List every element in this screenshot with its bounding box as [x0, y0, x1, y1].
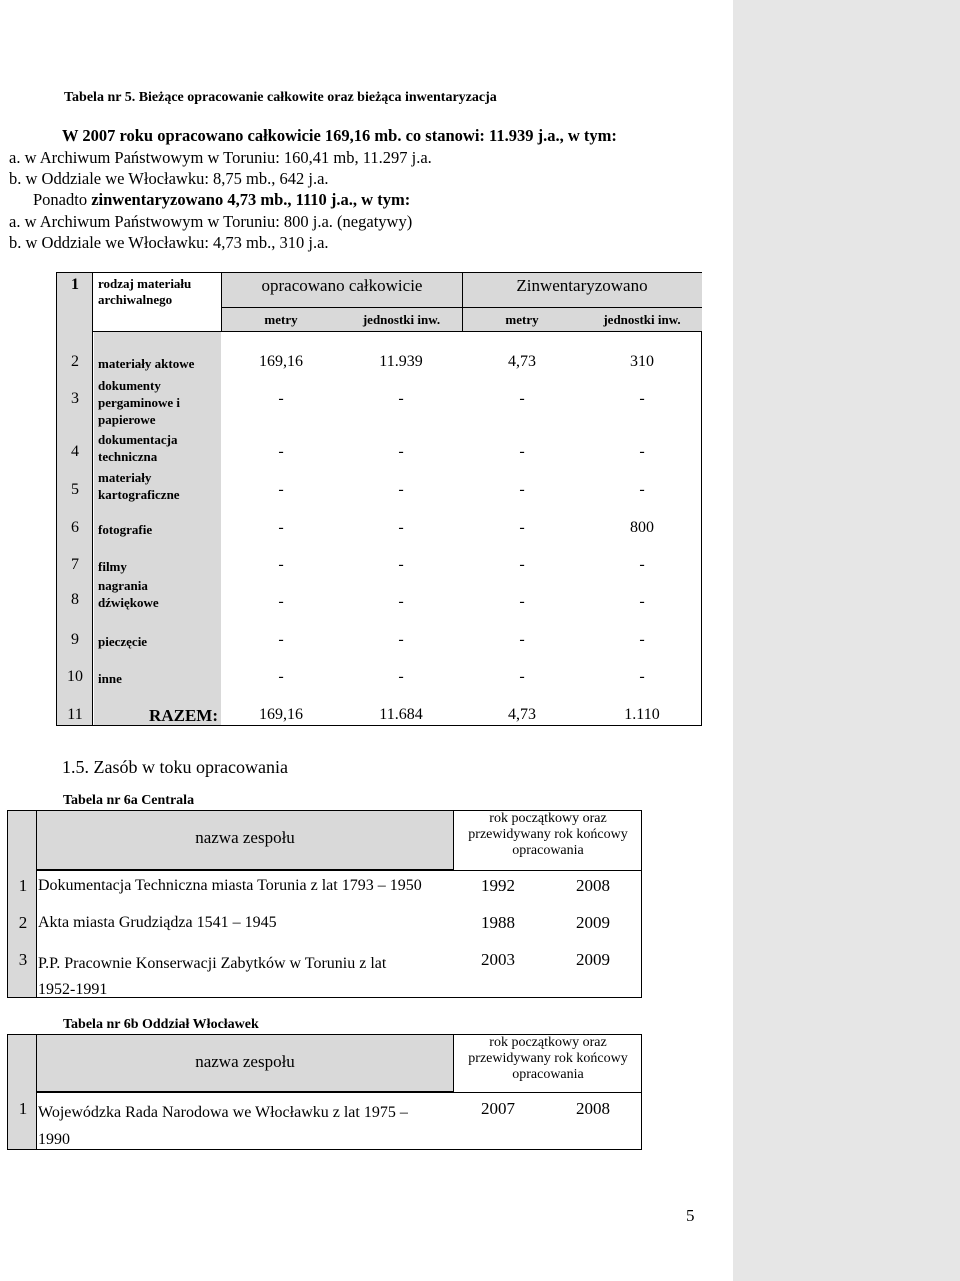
row-num: 1: [18, 1099, 28, 1118]
row-jedn1: 11.684: [379, 706, 423, 723]
row-name: pieczęcie: [98, 634, 148, 649]
row-jedn1: -: [398, 519, 404, 536]
row-metry1: 169,16: [259, 706, 303, 723]
row-jedn2: 1.110: [624, 706, 660, 723]
table6b-number-column: [7, 1034, 37, 1150]
row-metry1: -: [278, 668, 284, 685]
row-metry1: -: [278, 631, 284, 648]
row-jedn2: -: [639, 390, 645, 407]
row-jedn1: -: [398, 390, 404, 407]
table5-header-jedn1: jednostki inw.: [362, 312, 441, 327]
table6a-header-years: rok początkowy oraz przewidywany rok końcowy opracowania: [468, 811, 628, 858]
row-jedn1: -: [398, 593, 404, 610]
table6a-header-name: nazwa zespołu: [195, 828, 295, 847]
row-name: dokumenty pergaminowe i papierowe: [98, 378, 180, 427]
intro-line1: W 2007 roku opracowano całkowicie 169,16 mb. co stanowi: 11.939 j.a., w tym:: [62, 126, 617, 145]
row-num: 6: [71, 519, 79, 536]
row-jedn1: -: [398, 481, 404, 498]
row-jedn2: -: [639, 443, 645, 460]
table6a-header-bottom: [36, 870, 642, 871]
row-name: Dokumentacja Techniczna miasta Torunia z lat 1793 – 1950: [38, 877, 422, 894]
row-metry2: -: [519, 631, 525, 648]
table5-header-jedn2: jednostki inw.: [603, 312, 681, 327]
section-heading: 1.5. Zasób w toku opracowania: [62, 757, 288, 777]
row-jedn2: -: [639, 668, 645, 685]
table6a: [7, 810, 642, 998]
intro-line4-prefix: Ponadto: [33, 190, 92, 209]
row-end: 2009: [576, 950, 610, 969]
table5-header-num: 1: [71, 276, 79, 293]
row-metry2: -: [519, 593, 525, 610]
row-jedn2: -: [639, 556, 645, 573]
row-num: 8: [71, 591, 79, 608]
row-metry1: -: [278, 519, 284, 536]
table5-row-total: [57, 706, 701, 726]
row-num: 3: [18, 950, 28, 969]
row-num: 7: [71, 556, 79, 573]
row-name: P.P. Pracownie Konserwacji Zabytków w Toruniu z lat 1952-1991: [38, 955, 387, 998]
table5-row: [57, 431, 701, 465]
row-jedn1: -: [398, 443, 404, 460]
table5-row: [57, 469, 701, 503]
table5-header-metry2: metry: [505, 312, 539, 327]
table5-header-group1: opracowano całkowicie: [261, 276, 423, 295]
row-start: 2003: [481, 950, 515, 969]
table6b: [7, 1034, 642, 1150]
row-num: 9: [71, 631, 79, 648]
row-metry1: 169,16: [259, 353, 303, 370]
row-metry2: -: [519, 556, 525, 573]
row-metry1: -: [278, 481, 284, 498]
page-number: 5: [686, 1206, 695, 1225]
intro-line4: [33, 190, 410, 210]
row-name: nagrania dźwiękowe: [98, 578, 159, 610]
row-metry1: -: [278, 556, 284, 573]
table6b-caption: Tabela nr 6b Oddział Włocławek: [63, 1017, 259, 1032]
row-start: 2007: [481, 1099, 515, 1118]
table6a-caption: Tabela nr 6a Centrala: [63, 793, 195, 808]
table6b-header-bottom: [36, 1092, 642, 1093]
row-metry2: -: [519, 668, 525, 685]
table5-row: [57, 556, 701, 576]
row-num: 11: [67, 706, 83, 723]
row-num: 5: [71, 481, 79, 498]
intro-line4-bold: zinwentaryzowano 4,73 mb., 1110 j.a., w tym:: [91, 190, 411, 209]
row-jedn2: -: [639, 481, 645, 498]
row-name: dokumentacja techniczna: [98, 432, 178, 464]
table5-caption: Tabela nr 5. Bieżące opracowanie całkowite oraz bieżąca inwentaryzacja: [64, 90, 497, 105]
row-metry2: -: [519, 443, 525, 460]
table5-row: [57, 668, 701, 688]
row-start: 1988: [481, 913, 515, 932]
row-end: 2008: [576, 1099, 610, 1118]
row-metry1: -: [278, 443, 284, 460]
row-end: 2009: [576, 913, 610, 932]
row-name: inne: [98, 671, 122, 686]
row-metry2: -: [519, 519, 525, 536]
row-end: 2008: [576, 876, 610, 895]
comment-sidebar: [733, 0, 960, 1281]
row-name: Akta miasta Grudziądza 1541 – 1945: [38, 914, 277, 931]
row-metry2: -: [519, 390, 525, 407]
table5: [56, 272, 702, 726]
row-metry1: -: [278, 593, 284, 610]
row-metry2: 4,73: [508, 706, 536, 723]
row-jedn2: 310: [630, 353, 654, 370]
row-jedn1: -: [398, 668, 404, 685]
row-jedn1: -: [398, 556, 404, 573]
table5-row: [57, 631, 701, 651]
table5-row: [57, 353, 701, 373]
table5-header-type: rodzaj materiału archiwalnego: [98, 276, 192, 307]
row-jedn2: -: [639, 593, 645, 610]
intro-line3: b. w Oddziale we Włocławku: 8,75 mb., 642 j.a.: [9, 169, 329, 188]
row-num: 10: [67, 668, 83, 685]
table5-row: [57, 577, 701, 613]
table5-header-group2: Zinwentaryzowano: [516, 276, 648, 295]
intro-line5: a. w Archiwum Państwowym w Toruniu: 800 j.a. (negatywy): [9, 212, 413, 231]
row-name: materiały kartograficzne: [98, 470, 180, 502]
intro-line2: a. w Archiwum Państwowym w Toruniu: 160,41 mb, 11.297 j.a.: [9, 148, 432, 167]
row-name: materiały aktowe: [98, 356, 195, 371]
row-num: 3: [71, 390, 79, 407]
row-num: 2: [18, 913, 28, 932]
table6b-header-name: nazwa zespołu: [195, 1052, 295, 1071]
row-jedn1: -: [398, 631, 404, 648]
table5-header-metry1: metry: [264, 312, 298, 327]
row-jedn1: 11.939: [379, 353, 423, 370]
row-num: 4: [71, 443, 79, 460]
row-name: filmy: [98, 559, 127, 574]
row-name: Wojewódzka Rada Narodowa we Włocławku z lat 1975 – 1990: [38, 1104, 408, 1148]
row-num: 1: [18, 876, 28, 895]
table5-row: [57, 519, 701, 539]
row-jedn2: 800: [630, 519, 654, 536]
row-metry2: -: [519, 481, 525, 498]
row-num: 2: [71, 353, 79, 370]
row-metry2: 4,73: [508, 353, 536, 370]
row-start: 1992: [481, 876, 515, 895]
table5-row: [57, 377, 701, 427]
row-name: RAZEM:: [149, 706, 218, 725]
row-metry1: -: [278, 390, 284, 407]
row-jedn2: -: [639, 631, 645, 648]
intro-line6: b. w Oddziale we Włocławku: 4,73 mb., 310 j.a.: [9, 233, 329, 252]
table6b-header-years: rok początkowy oraz przewidywany rok końcowy opracowania: [468, 1035, 628, 1082]
row-name: fotografie: [98, 522, 153, 537]
